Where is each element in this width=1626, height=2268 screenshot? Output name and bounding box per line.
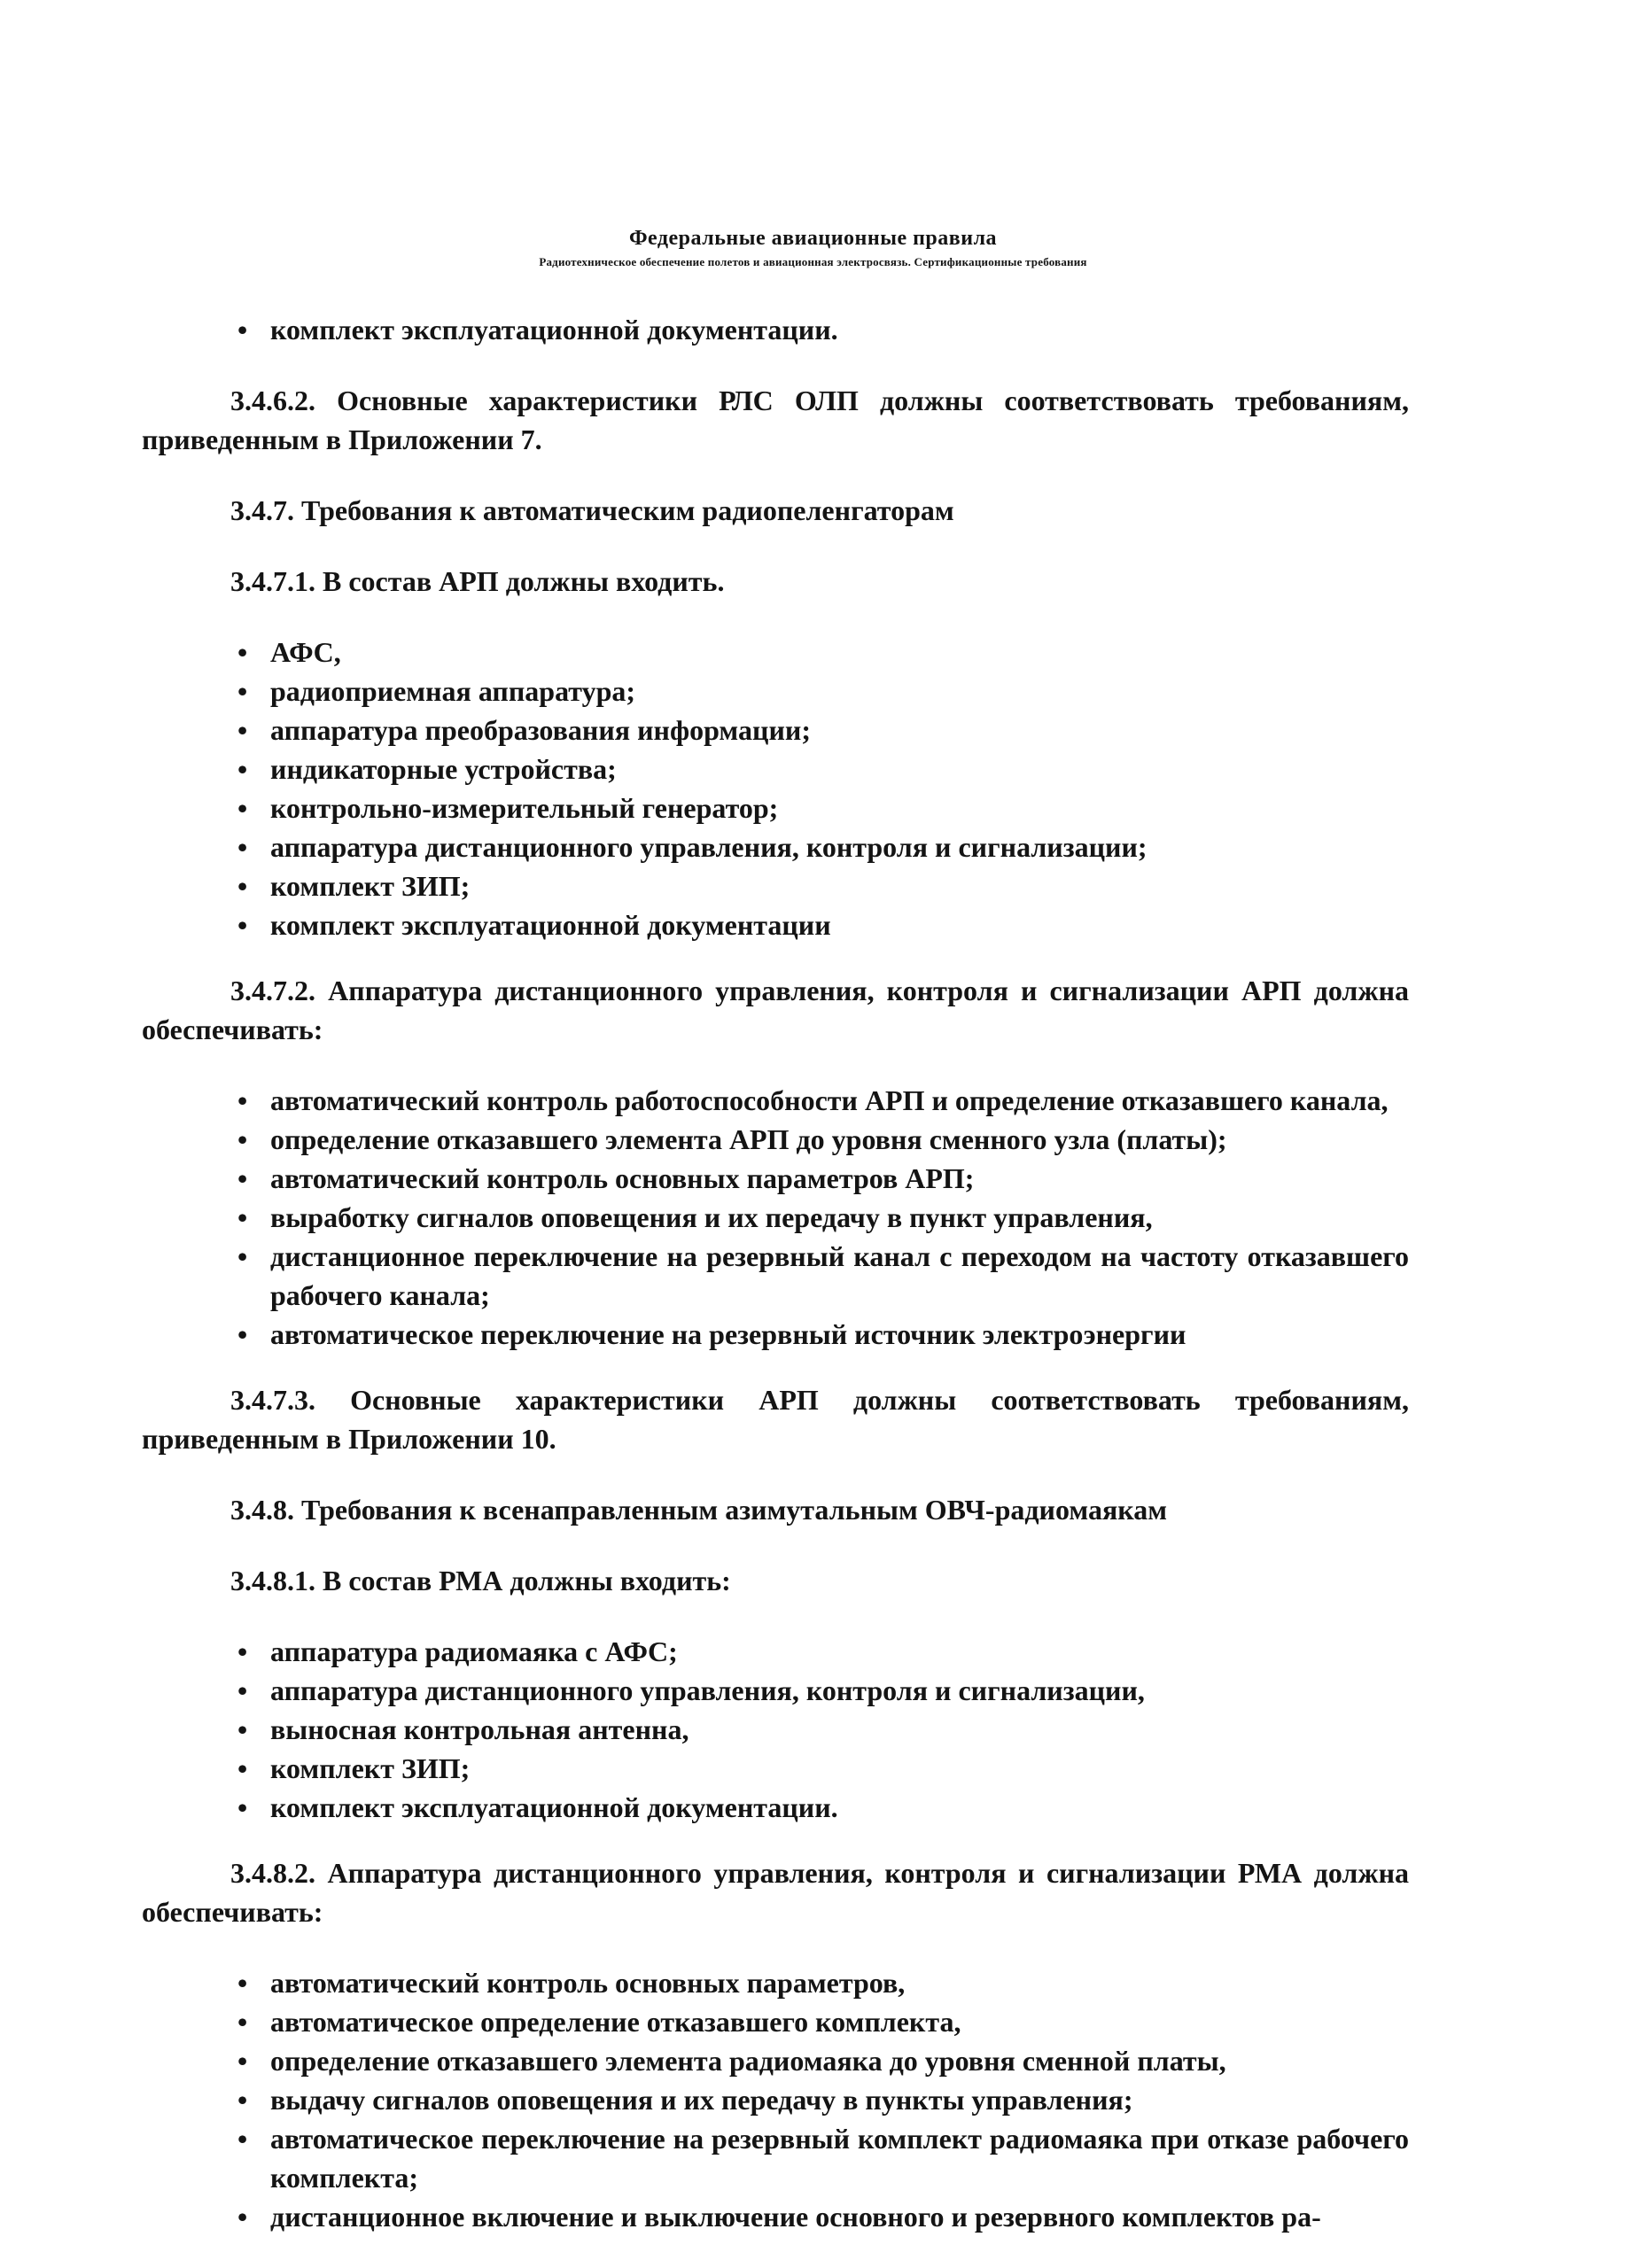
paragraph-3-4-8-1: 3.4.8.1. В состав РМА должны входить: — [230, 1565, 731, 1596]
paragraph-3-4-7-1: 3.4.7.1. В состав АРП должны входить. — [230, 565, 725, 597]
list-item: • комплект эксплуатационной документации — [142, 905, 1409, 944]
list-item: • дистанционное переключение на резервный канал с переходом на частоту отказавшего рабочего канала; — [142, 1237, 1409, 1315]
running-header-title: Федеральные авиационные правила — [628, 227, 998, 250]
list-item: • контрольно-измерительный генератор; — [142, 788, 1409, 827]
paragraph-3-4-6-2: 3.4.6.2. Основные характеристики РЛС ОЛП должны соответствовать требованиям, приведенным в Приложении 7. — [142, 384, 1409, 455]
list-item: • автоматический контроль основных параметров АРП; — [142, 1159, 1409, 1198]
document-body — [142, 310, 1409, 2268]
list-item: • автоматический контроль основных параметров, — [142, 1963, 1409, 2002]
list-item: • индикаторные устройства; — [142, 750, 1409, 788]
list-item: • радиоприемная аппаратура; — [142, 672, 1409, 711]
running-header-subtitle: Радиотехническое обеспечение полетов и авиационная электросвязь. Сертификационные требования — [539, 255, 1087, 268]
arp-composition-list — [142, 633, 1409, 944]
top-bullet-list — [142, 310, 1409, 349]
section-heading-3-4-7: 3.4.7. Требования к автоматическим радиопеленгаторам — [230, 494, 954, 526]
list-item: • комплект эксплуатационной документации. — [142, 1788, 1409, 1827]
list-item: • аппаратура дистанционного управления, контроля и сигнализации, — [142, 1671, 1409, 1710]
rma-control-list — [142, 1963, 1409, 2236]
paragraph-3-4-8-2: 3.4.8.2. Аппаратура дистанционного управления, контроля и сигнализации РМА должна обеспечивать: — [142, 1857, 1409, 1928]
list-item: • дистанционное включение и выключение основного и резервного комплектов ра- — [142, 2197, 1409, 2236]
list-item: • определение отказавшего элемента радиомаяка до уровня сменной платы, — [142, 2041, 1409, 2080]
list-item: • автоматическое переключение на резервный комплект радиомаяка при отказе рабочего комплекта; — [142, 2119, 1409, 2197]
list-item: • аппаратура преобразования информации; — [142, 711, 1409, 750]
list-item: • автоматическое переключение на резервный источник электроэнергии — [142, 1315, 1409, 1354]
list-item: • комплект эксплуатационной документации. — [142, 310, 1409, 349]
paragraph-3-4-7-3: 3.4.7.3. Основные характеристики АРП должны соответствовать требованиям, приведенным в Приложении 10. — [142, 1384, 1409, 1455]
rma-composition-list — [142, 1632, 1409, 1827]
section-heading-3-4-8: 3.4.8. Требования к всенаправленным азимутальным ОВЧ-радиомаякам — [230, 1494, 1168, 1526]
list-item: • выдачу сигналов оповещения и их передачу в пункты управления; — [142, 2080, 1409, 2119]
list-item: • определение отказавшего элемента АРП до уровня сменного узла (платы); — [142, 1120, 1409, 1159]
list-item: • автоматическое определение отказавшего комплекта, — [142, 2002, 1409, 2041]
list-item: • комплект ЗИП; — [142, 866, 1409, 905]
list-item: • аппаратура радиомаяка с АФС; — [142, 1632, 1409, 1671]
list-item: • выработку сигналов оповещения и их передачу в пункт управления, — [142, 1198, 1409, 1237]
list-item: • комплект ЗИП; — [142, 1749, 1409, 1788]
list-item: • выносная контрольная антенна, — [142, 1710, 1409, 1749]
arp-control-list — [142, 1081, 1409, 1354]
paragraph-3-4-7-2: 3.4.7.2. Аппаратура дистанционного управления, контроля и сигнализации АРП должна обеспечивать: — [142, 975, 1409, 1045]
list-item: • автоматический контроль работоспособности АРП и определение отказавшего канала, — [142, 1081, 1409, 1120]
list-item: • АФС, — [142, 633, 1409, 672]
list-item: • аппаратура дистанционного управления, контроля и сигнализации; — [142, 827, 1409, 866]
